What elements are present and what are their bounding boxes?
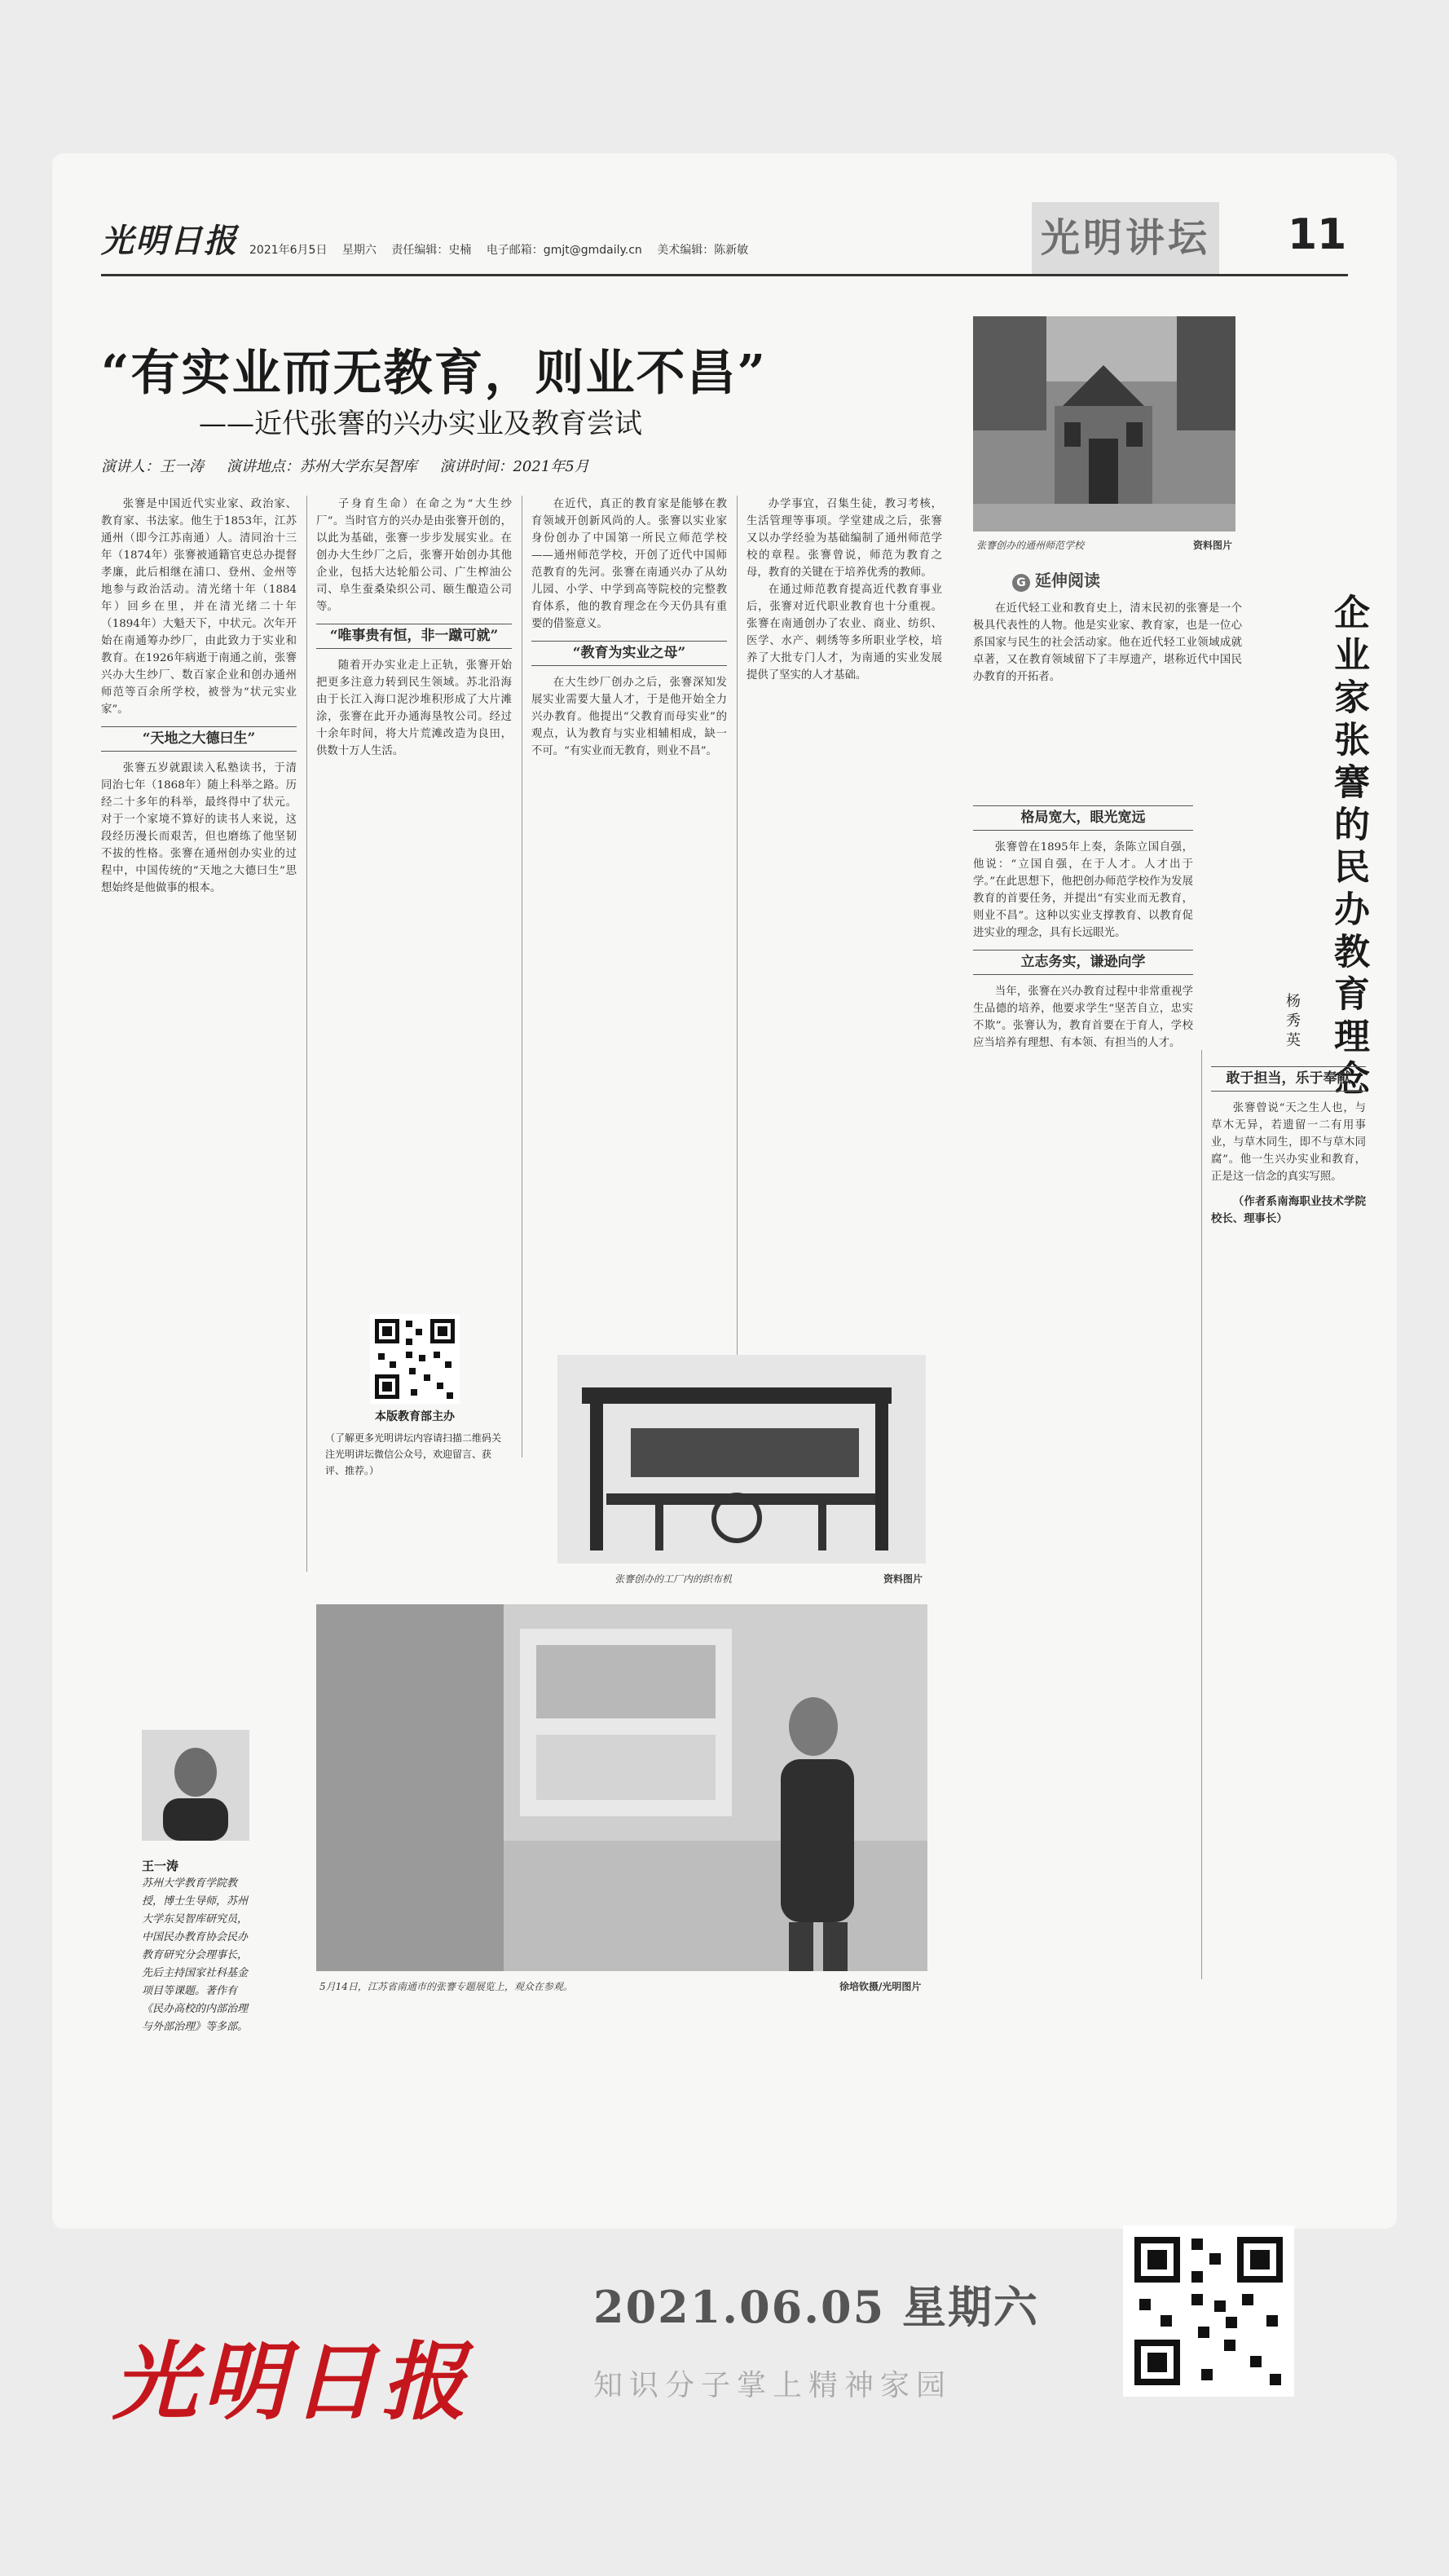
paragraph: 当年，张謇在兴办教育过程中非常重视学生品德的培养，他要求学生“坚苦自立，忠实不欺”。张謇认为，教育首要在于育人，学校应当培养有理想、有本领、有担当的人才。 [973, 986, 1193, 1049]
sidebar-title: 企业家张謇的民办教育理念 [1328, 593, 1369, 1102]
paragraph: 张謇是中国近代实业家、政治家、教育家、书法家。他生于1853年，江苏通州（即今江苏南通）人。清同治十三年（1874年）张謇被通籍官吏总办提督孝廉，此后相继在浦口、登州、金州等地参与政治活动。清光绪十年（1884年）回乡在里，并在清光绪二十年（1894年）大魁天下，中状元。次年开始在南通筹办纱厂，由此致力于实业和教育。在1926年病逝于南通之前，张謇兴办大生纱厂、数百家企业和创办通州师范等百余所学校，被誉为“状元实业家”。 [101, 498, 297, 716]
paragraph: 张謇曾说“天之生人也，与草木无异，若遗留一二有用事业，与草木同生，即不与草木同腐”。他一生兴办实业和教育，正是这一信念的真实写照。 [1211, 1102, 1366, 1183]
museum-photo-credit: 徐培钦摄/光明图片 [839, 1981, 922, 1992]
lecture-info [101, 455, 607, 476]
loom-image [557, 1355, 926, 1564]
masthead-logo: 光明日报 [101, 222, 238, 260]
section-heading: “天地之大德曰生” [101, 726, 297, 752]
inline-qr-text: （了解更多光明讲坛内容请扫描二维码关注光明讲坛微信公众号，欢迎留言、获评、推荐。） [325, 1432, 502, 1476]
header-date: 2021年6月5日 [249, 244, 328, 257]
header-email: 电子邮箱：gmjt@gmdaily.cn [486, 244, 642, 257]
page-header [101, 202, 1348, 276]
inline-qr-title: 本版教育部主办 [375, 1410, 455, 1423]
author-portrait [142, 1730, 249, 1841]
school-building-image [973, 316, 1235, 532]
header-weekday: 星期六 [341, 244, 377, 257]
section-heading: 格局宽大，眼光宽远 [973, 805, 1193, 831]
footer-masthead: 光明日报 [112, 2331, 472, 2432]
article-subtitle: ——近代张謇的兴办实业及教育尝试 [199, 408, 642, 440]
paragraph: 张謇五岁就跟读入私塾读书，于清同治七年（1868年）随上科举之路。历经二十多年的科举，最终得中了状元。对于一个家境不算好的读书人来说，这段经历漫长而艰苦，但也磨练了他坚韧不拔的性格。张謇在通州创办实业的过程中，中国传统的“天地之大德曰生”思想始终是他做事的根本。 [101, 762, 297, 894]
inline-qr-code[interactable] [370, 1314, 460, 1404]
author-bio-text: 苏州大学教育学院教授，博士生导师，苏州大学东吴智库研究员，中国民办教育协会民办教育研究分会理事长，先后主持国家社科基金项目等课题。著作有《民办高校的内部治理与外部治理》等多部。 [142, 1877, 249, 2033]
building-photo-credit: 资料图片 [1193, 540, 1233, 551]
school-building-photo [973, 316, 1235, 532]
building-photo-caption: 张謇创办的通州师范学校 [976, 540, 1085, 551]
section-heading: “唯事贵有恒，非一蹴可就” [316, 624, 512, 649]
author-portrait-image [142, 1730, 249, 1841]
loom-photo-credit: 资料图片 [883, 1573, 923, 1585]
header-meta [249, 241, 760, 258]
article-title: “有实业而无教育，则业不昌” [101, 345, 768, 402]
column-divider [1201, 1050, 1202, 1979]
extended-reading-icon: G [1012, 574, 1030, 592]
extended-reading-label [1012, 567, 1100, 592]
section-label [1032, 202, 1219, 274]
inline-qr-caption [325, 1409, 504, 1479]
article-column-4 [747, 496, 942, 1458]
paragraph: 子身育生命）在命之为“大生纱厂”。当时官方的兴办是由张謇开创的，以此为基础，张謇一步步发展实业。在创办大生纱厂之后，张謇开始创办其他企业，包括大达轮船公司、广生榨油公司、阜生蚕桑染织公司、颐生酿造公司等。 [316, 498, 512, 613]
loom-photo-caption: 张謇创办的工厂内的织布机 [614, 1573, 733, 1585]
lecturer: 演讲人：王一涛 [101, 458, 204, 475]
section-heading: 敢于担当，乐于奉献 [1211, 1066, 1366, 1092]
sidebar-credit: （作者系南海职业技术学院校长、理事长） [1211, 1195, 1366, 1225]
article-column-2 [316, 496, 512, 1458]
article-column-1 [101, 496, 297, 1572]
article-column-3 [531, 496, 727, 1458]
paragraph: 在通过师范教育提高近代教育事业后，张謇对近代职业教育也十分重视。张謇在南通创办了农业、商业、纺织、医学、水产、刺绣等多所职业学校，培养了大批专门人才，为南通的实业发展提供了坚实的人才基础。 [747, 584, 942, 681]
paragraph: 办学事宜，召集生徒，教习考核，生活管理等事项。学堂建成之后，张謇又以办学经验为基础编制了通州师范学校的章程。张謇曾说，师范为教育之母，教育的关键在于培养优秀的教师。 [747, 498, 942, 579]
header-art-editor: 美术编辑：陈新敏 [657, 244, 749, 257]
qr-pattern [370, 1314, 460, 1404]
column-divider [737, 496, 738, 1458]
footer-qr-code[interactable] [1123, 2225, 1294, 2397]
paragraph: 张謇曾在1895年上奏，条陈立国自强，他说：“立国自强，在于人才。人才出于学。”在此思想下，他把创办师范学校作为发展教育的首要任务，并提出“有实业而无教育，则业不昌”。这种以实业支撑教育、以教育促进实业的理念，具有长远眼光。 [973, 841, 1193, 939]
author-name: 王一涛 [142, 1859, 179, 1873]
column-divider [306, 496, 307, 1572]
sidebar-intro-column [973, 600, 1242, 787]
lecture-time: 演讲时间：2021年5月 [439, 458, 589, 475]
museum-photo [316, 1604, 927, 1971]
paragraph: 在近代，真正的教育家是能够在教育领域开创新风尚的人。张謇以实业家身份创办了中国第一所民立师范学校——通州师范学校，开创了近代中国师范教育的先河。张謇在南通兴办了从幼儿园、小学、中学到高等院校的完整教育体系，他的教育理念在今天仍具有重要的借鉴意义。 [531, 498, 727, 630]
sidebar-column-2 [1211, 1058, 1366, 1979]
sidebar-author: 杨秀英 [1284, 993, 1301, 1052]
footer-slogan: 知识分子掌上精神家园 [593, 2369, 953, 2402]
author-bio [142, 1857, 248, 2036]
loom-photo [557, 1355, 926, 1564]
museum-image [316, 1604, 927, 1971]
section-label-text: 光明讲坛 [1040, 215, 1210, 261]
paragraph: 在近代轻工业和教育史上，清末民初的张謇是一个极具代表性的人物。他是实业家、教育家，也是一位心系国家与民生的社会活动家。他在近代轻工业领域成就卓著，又在教育领域留下了丰厚遗产，堪称近代中国民办教育的开拓者。 [973, 602, 1242, 683]
paragraph: 在大生纱厂创办之后，张謇深知发展实业需要大量人才，于是他开始全力兴办教育。他提出“父教育而母实业”的观点，认为教育与实业相辅相成，缺一不可。“有实业而无教育，则业不昌”。 [531, 677, 727, 757]
sidebar-column-1 [973, 797, 1193, 1979]
museum-photo-caption: 5月14日，江苏省南通市的张謇专题展览上，观众在参观。 [319, 1981, 573, 1992]
footer-date: 2021.06.05 星期六 [593, 2281, 1039, 2333]
header-editor: 责任编辑：史楠 [391, 244, 472, 257]
page-number: 11 [1288, 210, 1347, 259]
section-heading: “教育为实业之母” [531, 641, 727, 666]
lecture-venue: 演讲地点：苏州大学东吴智库 [226, 458, 417, 475]
footer-qr-pattern [1123, 2225, 1294, 2397]
section-heading: 立志务实，谦逊向学 [973, 950, 1193, 975]
paragraph: 随着开办实业走上正轨，张謇开始把更多注意力转到民生领域。苏北沿海由于长江入海口泥沙堆积形成了大片滩涂，张謇在此开办通海垦牧公司。经过十余年时间，将大片荒滩改造为良田，供数十万人生活。 [316, 659, 512, 757]
extended-reading-text: 延伸阅读 [1035, 571, 1100, 590]
newspaper-page [52, 153, 1397, 2229]
